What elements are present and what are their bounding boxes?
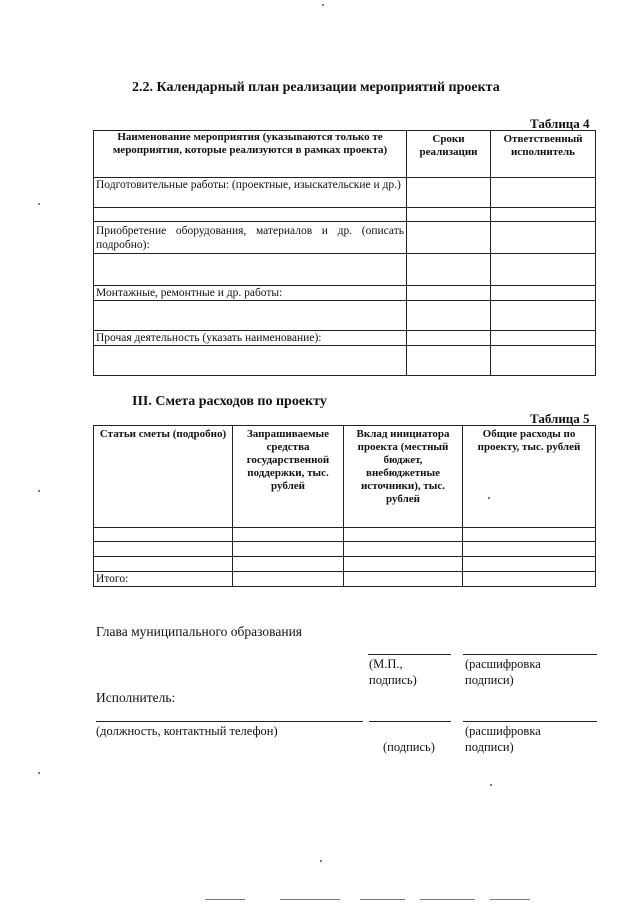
head-decoding-line <box>463 654 597 655</box>
head-signature-line <box>368 654 451 655</box>
table-row <box>94 331 596 346</box>
section-2-2-title: 2.2. Календарный план реализации мероприятий проекта <box>132 80 500 95</box>
row-preparatory-works: Подготовительные работы: (проектные, изыскательские и др.) <box>94 178 407 208</box>
section-3-title: III. Смета расходов по проекту <box>132 394 327 409</box>
calendar-plan-header-row <box>94 131 596 178</box>
head-of-municipality-label: Глава муниципального образования <box>96 624 303 639</box>
scan-artifact <box>280 899 340 900</box>
table-row <box>94 208 596 222</box>
scan-speck <box>320 860 322 862</box>
table-row <box>94 301 596 331</box>
header-requested-funds: Запрашиваемые средства государственной поддержки, тыс. рублей <box>233 426 344 528</box>
budget-header-row <box>94 426 596 528</box>
row-installation-works: Монтажные, ремонтные и др. работы: <box>94 286 407 301</box>
scan-artifact <box>490 899 530 900</box>
total-row <box>94 572 596 587</box>
header-event-name: Наименование мероприятия (указываются только те мероприятия, которые реализуются в рамках проекта) <box>94 131 407 178</box>
table-row <box>94 557 596 572</box>
scan-speck <box>488 497 490 499</box>
decoding-caption-1: (расшифровка подписи) <box>465 657 541 687</box>
scan-speck <box>38 490 40 492</box>
table-row <box>94 178 596 208</box>
scan-speck <box>38 772 40 774</box>
position-line <box>96 721 363 722</box>
scan-speck <box>322 4 324 6</box>
calendar-plan-table <box>93 130 596 376</box>
header-initiator-contribution: Вклад инициатора проекта (местный бюджет, внебюджетные источники), тыс. рублей <box>344 426 463 528</box>
table-row <box>94 542 596 557</box>
decoding-caption-2: (расшифровка подписи) <box>465 724 541 754</box>
scan-artifact <box>205 899 245 900</box>
header-deadlines: Сроки реализации <box>407 131 491 178</box>
position-phone-caption: (должность, контактный телефон) <box>96 724 278 738</box>
header-responsible: Ответственный исполнитель <box>491 131 596 178</box>
header-budget-items: Статьи сметы (подробно) <box>94 426 233 528</box>
table-4-label: Таблица 4 <box>530 116 590 131</box>
executor-signature-line <box>369 721 451 722</box>
table-row <box>94 254 596 286</box>
budget-table <box>93 425 596 587</box>
header-total-expenses: Общие расходы по проекту, тыс. рублей <box>463 426 596 528</box>
table-row <box>94 528 596 542</box>
signature-caption: (подпись) <box>383 740 435 754</box>
table-row <box>94 222 596 254</box>
executor-decoding-line <box>463 721 597 722</box>
executor-label: Исполнитель: <box>96 690 176 705</box>
scan-artifact <box>360 899 405 900</box>
table-row <box>94 286 596 301</box>
mp-signature-caption: (М.П., подпись) <box>369 657 417 687</box>
scan-speck <box>490 784 492 786</box>
row-equipment-purchase: Приобретение оборудования, материалов и др. (описать подробно): <box>94 222 407 254</box>
row-other-activity: Прочая деятельность (указать наименование): <box>94 331 407 346</box>
scan-speck <box>38 203 40 205</box>
table-row <box>94 346 596 376</box>
table-5-label: Таблица 5 <box>530 411 590 426</box>
scan-artifact <box>420 899 475 900</box>
total-label: Итого: <box>94 572 233 587</box>
